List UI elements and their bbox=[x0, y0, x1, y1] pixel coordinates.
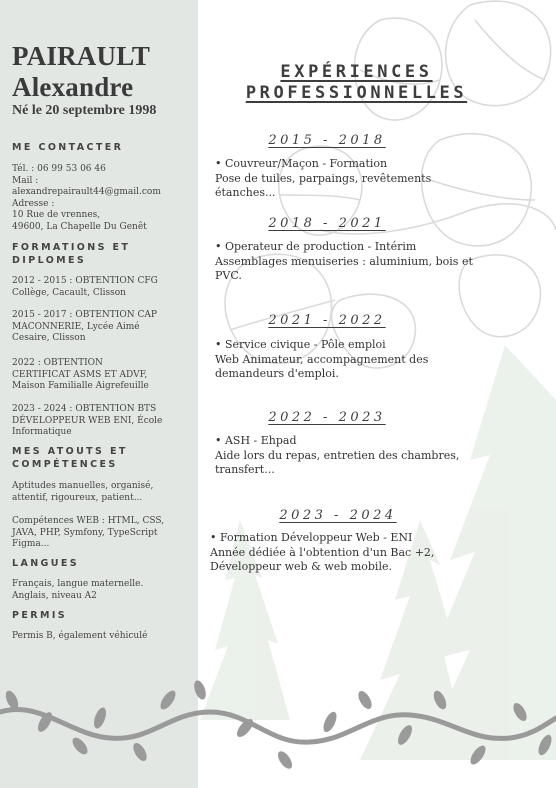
experience-line: • Formation Développeur Web - ENI bbox=[210, 531, 413, 544]
langue-line: Français, langue maternelle. bbox=[12, 579, 144, 589]
experience-years: 2018 - 2021 bbox=[268, 216, 386, 231]
permis-heading: PERMIS bbox=[12, 610, 67, 621]
first-name: Alexandre bbox=[12, 72, 134, 102]
formation-line: 2023 - 2024 : OBTENTION BTS bbox=[12, 404, 157, 414]
formations-heading-line1: FORMATIONS ET bbox=[12, 242, 131, 253]
experiences-title-line2: PROFESSIONNELLES bbox=[245, 83, 468, 103]
experience-line: Assemblages menuiseries : aluminium, bois et bbox=[215, 254, 473, 268]
address-street: 10 Rue de vrennes, bbox=[12, 210, 101, 220]
experience-line: Année dédiée à l'obtention d'un Bac +2, bbox=[210, 545, 435, 559]
experience-item bbox=[215, 157, 545, 201]
atouts-heading-line2: COMPÉTENCES bbox=[12, 459, 118, 470]
experience-line: • ASH - Ehpad bbox=[215, 434, 297, 447]
experience-line: Web Animateur, accompagnement des bbox=[215, 352, 429, 366]
formation-line: 2015 - 2017 : OBTENTION CAP bbox=[12, 310, 157, 320]
experience-years: 2023 - 2024 bbox=[279, 508, 397, 523]
formation-line: Maison Familialle Aigrefeuille bbox=[12, 381, 149, 391]
email-link[interactable]: alexandrepairault44@gmail.com bbox=[12, 187, 161, 197]
formation-line: Informatique bbox=[12, 427, 72, 437]
permis-text: Permis B, également véhiculé bbox=[12, 631, 148, 641]
langues-heading: LANGUES bbox=[12, 558, 79, 569]
experience-item bbox=[215, 240, 550, 284]
contact-block bbox=[12, 164, 197, 233]
experience-item bbox=[215, 338, 545, 382]
formation-line: DÉVELOPPEUR WEB ENI, École bbox=[12, 415, 163, 426]
atouts-heading bbox=[12, 445, 128, 471]
experiences-title-line1: EXPÉRIENCES bbox=[280, 62, 433, 82]
experience-years: 2022 - 2023 bbox=[268, 410, 386, 425]
formation-line: CERTIFICAT ASMS ET ADVF, bbox=[12, 369, 148, 380]
experience-line: demandeurs d'emploi. bbox=[215, 367, 339, 380]
formation-line: 2022 : OBTENTION bbox=[12, 358, 103, 368]
experience-item bbox=[215, 434, 545, 478]
experience-years: 2015 - 2018 bbox=[268, 133, 386, 148]
qualities-line: attentif, rigoureux, patient... bbox=[12, 492, 143, 503]
experience-years: 2021 - 2022 bbox=[268, 313, 386, 328]
contact-heading: ME CONTACTER bbox=[12, 142, 124, 153]
formations-heading bbox=[12, 241, 130, 267]
langue-line: Anglais, niveau A2 bbox=[12, 590, 97, 601]
experience-line: Pose de tuiles, parpaings, revêtements bbox=[215, 171, 432, 185]
qualities-text bbox=[12, 481, 153, 504]
web-skills-line: Figma... bbox=[12, 539, 50, 549]
mail-label: Mail : bbox=[12, 175, 39, 186]
experience-line: PVC. bbox=[215, 269, 242, 282]
formation-line: Cesaire, Clisson bbox=[12, 333, 86, 343]
formation-line: Collège, Cacault, Clisson bbox=[12, 287, 126, 298]
qualities-line: Aptitudes manuelles, organisé, bbox=[12, 481, 154, 491]
experience-line: étanches... bbox=[215, 186, 276, 199]
web-skills-line: JAVA, PHP, Symfony, TypeScript bbox=[12, 527, 158, 538]
experience-line: transfert... bbox=[215, 463, 275, 476]
experience-item bbox=[210, 531, 545, 575]
formation-line: 2012 - 2015 : OBTENTION CFG bbox=[12, 276, 158, 286]
formation-line: MACONNERIE, Lycée Aimé bbox=[12, 321, 140, 332]
web-skills-line: Compétences WEB : HTML, CSS, bbox=[12, 516, 165, 526]
address-city: 49600, La Chapelle Du Genêt bbox=[12, 221, 147, 232]
last-name: PAIRAULT bbox=[12, 41, 151, 71]
atouts-heading-line1: MES ATOUTS ET bbox=[12, 446, 128, 457]
formation-item bbox=[12, 310, 157, 345]
experience-line: • Couvreur/Maçon - Formation bbox=[215, 157, 388, 170]
phone-number: Tél. : 06 99 53 06 46 bbox=[12, 164, 106, 174]
birth-date: Né le 20 septembre 1998 bbox=[12, 103, 157, 118]
experience-line: • Operateur de production - Intérim bbox=[215, 240, 417, 253]
experience-line: Développeur web & web mobile. bbox=[210, 560, 392, 573]
formation-item bbox=[12, 276, 158, 299]
experience-line: • Service civique - Pôle emploi bbox=[215, 338, 386, 351]
formation-item bbox=[12, 404, 162, 439]
formations-heading-line2: DIPLOMES bbox=[12, 255, 87, 266]
formation-item bbox=[12, 358, 149, 393]
address-label: Adresse : bbox=[12, 198, 55, 209]
langues-text bbox=[12, 579, 143, 602]
experience-line: Aide lors du repas, entretien des chambres, bbox=[215, 448, 460, 462]
web-skills-text bbox=[12, 516, 164, 551]
